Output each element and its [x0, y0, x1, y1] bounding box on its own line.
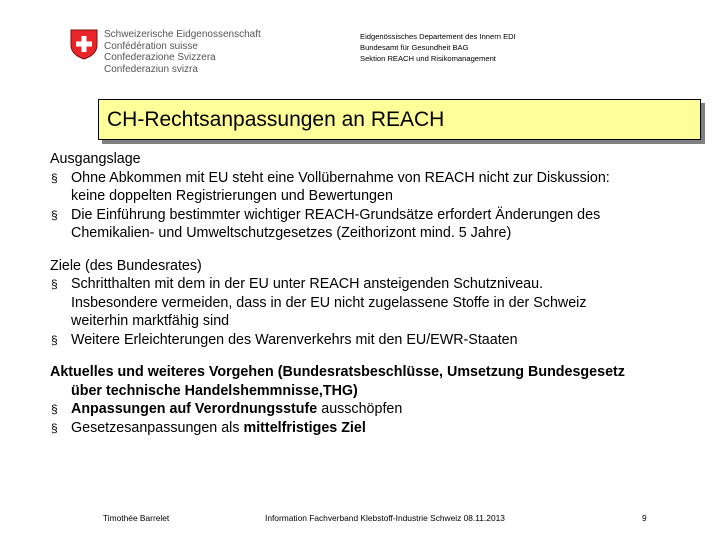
bullet-line: § Die Einführung bestimmter wichtiger REACH-Grundsätze erfordert Änderungen des: [71, 206, 601, 223]
bullet-bold-text: Anpassungen auf Verordnungsstufe: [71, 401, 318, 417]
bullet-item: [50, 169, 710, 206]
confederation-names: [104, 29, 261, 75]
bullet-text: Gesetzesanpassungen als: [71, 419, 244, 436]
section-heading-ausgangslage: Ausgangslage: [50, 151, 141, 167]
office-line: Bundesamt für Gesundheit BAG: [360, 43, 469, 52]
section-heading-ziele: Ziele (des Bundesrates): [50, 257, 202, 274]
bullet-item: [50, 275, 710, 331]
confederation-rm: Confederaziun svizra: [104, 63, 198, 75]
bullet-line: Chemikalien- und Umweltschutzgesetzes (Zeithorizont mind. 5 Jahre): [71, 225, 512, 241]
confederation-fr: Confédération suisse: [104, 40, 198, 52]
bullet-text: ausschöpfen: [317, 401, 403, 417]
bullet-item: [50, 400, 710, 419]
footer-author: Timothée Barrelet: [103, 513, 170, 523]
confederation-it: Confederazione Svizzera: [104, 52, 216, 63]
department-info: [360, 31, 516, 64]
bullet-line: § Weitere Erleichterungen des Warenverkehrs mit den EU/EWR-Staaten: [71, 331, 518, 348]
title-box: [98, 99, 701, 140]
confederation-de: Schweizerische Eidgenossenschaft: [104, 29, 261, 40]
swiss-coat-of-arms-icon: [70, 29, 98, 60]
section-heading-vorgehen-cont: über technische Handelshemmnisse,THG): [71, 382, 358, 399]
page-number: 9: [642, 513, 647, 523]
bullet-line: weiterhin marktfähig sind: [71, 313, 230, 329]
bullet-item: [50, 419, 710, 438]
section-line: Sektion REACH und Risikomanagement: [360, 54, 496, 63]
bullet-line: § Schritthalten mit dem in der EU unter REACH ansteigenden Schutzniveau.: [71, 276, 544, 292]
bullet-bold-text: mittelfristiges Ziel: [243, 419, 366, 436]
bullet-item: [50, 331, 710, 350]
footer-event: Information Fachverband Klebstoff-Industrie Schweiz 08.11.2013: [265, 513, 505, 523]
bullet-item: [50, 206, 710, 243]
bullet-line: Insbesondere vermeiden, dass in der EU nicht zugelassene Stoffe in der Schweiz: [71, 294, 587, 311]
slide-content: [50, 150, 710, 437]
section-heading-vorgehen: Aktuelles und weiteres Vorgehen (Bundesratsbeschlüsse, Umsetzung Bundesgesetz: [50, 364, 625, 380]
department-line: Eidgenössisches Departement des Innern EDI: [360, 32, 516, 41]
slide-title: CH-Rechtsanpassungen an REACH: [107, 108, 445, 131]
bullet-line: keine doppelten Registrierungen und Bewertungen: [71, 188, 393, 204]
bullet-line: § Ohne Abkommen mit EU steht eine Vollübernahme von REACH nicht zur Diskussion:: [71, 169, 610, 186]
